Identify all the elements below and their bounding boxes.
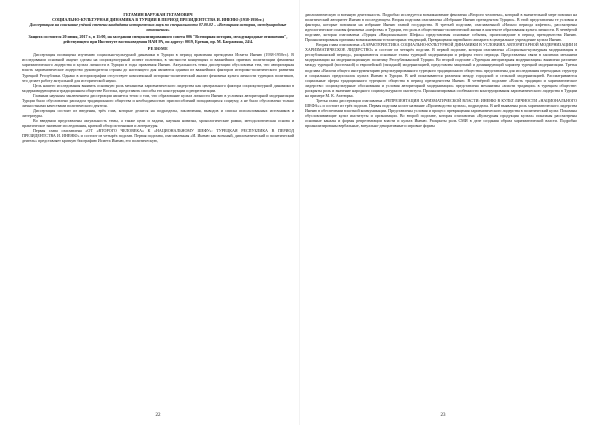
defense-info: Защита состоится 20 июня, 2017 г., в 11:00, на заседании специализированного совета 006 "Всемирная история, международные отношения", действующего при Институте востоковедения НАН РА, по адресу: 0019, Ереван, пр. М. Баграмяна, 24/4.: [28, 34, 288, 45]
author-name: ГЕГАМЯН ВАРУЖАН ГЕГАМОВИЧ: [123, 12, 193, 17]
right-page: [305, 12, 577, 407]
right-paragraph: Третья глава диссертации озаглавлена «РЕПРЕЗЕНТАЦИЯ ХАРИЗМАТИЧЕСКОЙ ВЛАСТИ: ИНЕНЮ В КУЛЬТ ЛИЧНОСТИ «НАЦИОНАЛЬНОГО ШЕФА»» и состоит из трёх подглав. Первая подглава носит название «Производство культа», подразделы. В ней выявлены роль харизматического лидерства Иненю в обеспечении властной коммуникации. Представлены условия и процесс превращения харизматического лидерства в политический культ. Показаны обусловливающие культ институты и организации. Во второй подглаве, которая озаглавлена «Культурная продукция культа» показаны рассмотрены основные каналы и формы репрезентации власти и культа Иненю. Раскрыты роль СМИ в деле создания образа харизматической власти. Подробно проанализированы вербальные, визуально-декоративные и игровые формы: [305, 97, 577, 129]
left-paragraph: Главным научным заключением диссертации является тезис о том, что образование культа личности Иненю в условиях авторитарной модернизации Турции было обусловлено распадом традиционного общества и необходимостью приспособлений попадающихся социуму, а не было обусловлено только личностными качествами политического деятеля.: [22, 92, 294, 108]
left-page: [22, 12, 294, 407]
right-paragraph: Вторая глава озаглавлена «ХАРАКТЕРИСТИКА СОЦИАЛЬНО-КУЛЬТУРНОЙ ДИНАМИКИ В УСЛОВИЯХ АВТОРИТАРНОЙ МОДЕРНИЗАЦИИ И ХАРИЗМАТИЧЕСКОЕ ЛИДЕРСТВО» и состоит из четырёх подглав. В первой подглаве, которая озаглавлена «Социально-культурная модернизация в республиканский период», раскрываются основные этапы турецкой модернизации и реформ этого периода. Представлены связи в хаоизмах механизм модернизации на модернизационную политику Республиканской Турции. Во второй подглаве «Турецкая авторитарная модернизация» выявлено различие между турецкой (восточной) и европейской (западной) модернизацией, представлен защитный и доминирующий характер турецкой модернизации. Третья подглава «Вилочи общего инструментарию рекультурированного турецкого традиционного общества» представлены для исследования переходных структур и социальных предпосылок культа Иненю в Турции. В ней показываются различия между городской и сельской модернизацией. Рассматриваются социальные сферы традиционного турецкого общества в период президентства Иненю. В четвёртой подглаве «Власть традиции и харизматическое лидерство: социокультурные обоснования и условия авторитарной модернизации» представлена механизмы «власти традиции» в турецком обществе: раскрыты роль и значение народного социокультурного института. Проанализирована особенности конструирования харизматического лидерства в Турции на примере М. К. Ататюрка.: [305, 42, 577, 98]
page-gutter: [299, 0, 300, 425]
dissertation-degree-line: Диссертация на соискание учёной степени кандидата исторических наук по специальности 07.00.02 – «Всемирная история, международные отношения»: [29, 22, 287, 33]
left-paragraph: Диссертация посвящена изучению социально-культурной динамики в Турции в период правления президента Исмета Иненю (1938-1950гг.). В исследовании основной акцент сделан на социокультурный аспект политики, в частности концепциях и важнейших приемах политизации феномена харизматического лидерства и культа личности в Турции в годы правления Иненю. Актуальность темы диссертации обусловлена тем, что авторитарная власть харизматическое лидерство руководителя страны до настоящего дня являются одними из важнейших факторов историко-политического развития Турецкой Республики. Однако в историографии отсутствует комплексный историко-политический анализ феномена культа личности турецких политиков, что делает работу актуальной для исторической науки.: [22, 52, 294, 83]
left-paragraph: Диссертация состоит из введения, трёх глав, которые делятся на подразделы, заключения, выводов и списка использованных источников и литературы.: [22, 107, 294, 118]
dissertation-title: СОЦИАЛЬНО-КУЛЬТУРНАЯ ДИНАМИКА В ТУРЦИИ В ПЕРИОД ПРЕЗИДЕНТСТВА И. ИНЕНЮ (1938-1950гг.): [52, 17, 264, 23]
left-paragraph: Во введении представлены актуальность темы, а также цели и задачи, научная новизна, хронологические рамки, методологическая основа и практическое значение исследования, краткий обзор источников и литературы.: [22, 117, 294, 128]
page-number-left: 22: [155, 413, 161, 418]
page-number-right: 23: [440, 413, 446, 418]
summary-heading: РЕЗЮМЕ: [147, 46, 169, 52]
left-paragraph: Первая глава озаглавлена «ОТ «ВТОРОГО ЧЕЛОВЕКА» К «НАЦИОНАЛЬНОМУ ШЕФУ»: ТУРЕЦКАЯ РЕСПУБЛИКА В ПЕРИОД ПРЕЗИДЕНТСТВА И. ИНЕНЮ» и состоит из четырёх подглав. Первая подглава, озаглавленная «И. Иненю как военный, дипломатический и политический деятель» представляет краткую биографию Исмета Иненю, его политическую,: [22, 128, 294, 144]
right-paragraph: дипломатическую и военную деятельность. Подробно исследуется возникновение феномена «Второго человека», который в значительной мере повлиял на политический авторитет Иненю в последующем. Вторая подглава озаглавлена «Избрание Иненю президентом Турции». В этой представлены те условия и факторы, которые повлияли на избрание Иненю главой государства. В третьей подглаве, озаглавленной «Начало периода кэфетиз», рассмотрены идеологические основы феномена «шефства» в Турции, его роль в общественно-политической жизни в контексте образования культа личности. В четвёртой подглаве, которая озаглавлена «Турция «Национального Шефа»» представлены основные события, произошедшие в период президентства Иненю. Проанализированы причины возникновения тоталитарных тенденций, Превращения партийного аппарата в центральное учреждение культа Иненю.: [305, 12, 577, 43]
left-paragraph: Цель нашего исследования выявить основную роль механизма харизматического лидерства как центрального фактора социокультурной динамики в модернизирующемся традиционном обществе Востока, представить способы его конструкции и репрезентации.: [22, 82, 294, 93]
